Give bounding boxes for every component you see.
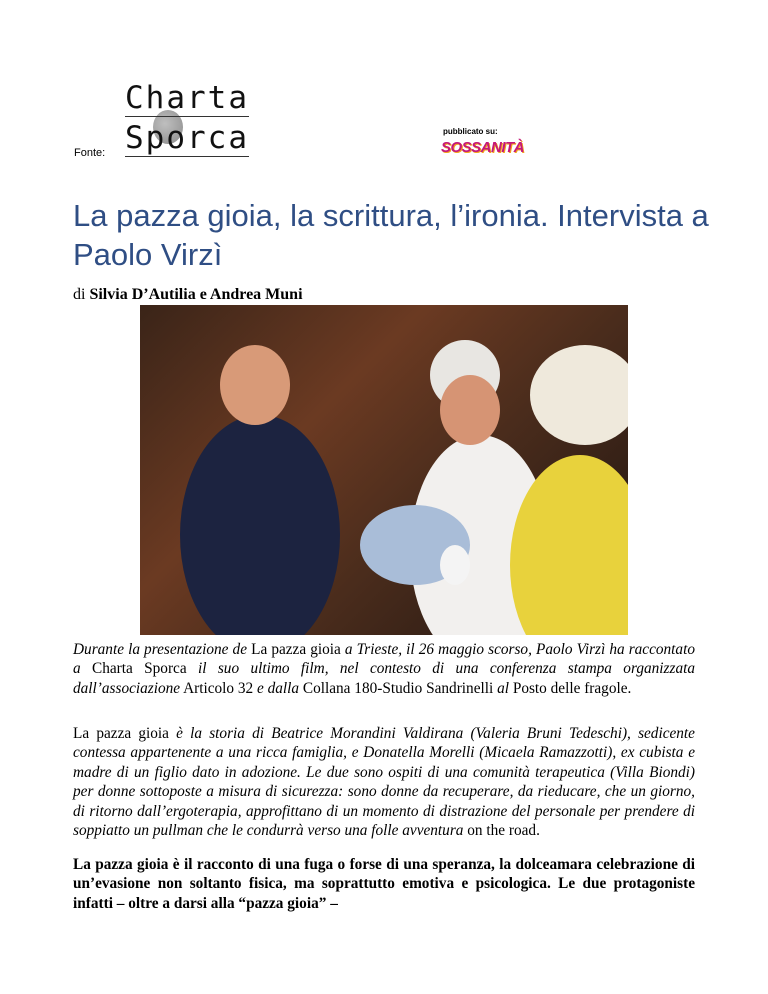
caption-part: a Trieste, il 26 maggio scorso, Paolo Virzì ha raccontato a xyxy=(73,641,695,678)
caption-part: Collana 180-Studio Sandrinelli xyxy=(302,679,494,697)
byline xyxy=(73,286,303,304)
caption-part: La pazza gioia xyxy=(251,641,341,658)
caption-part: il suo ultimo film, nel contesto di una conferenza stampa organizzata dall’associazione xyxy=(73,660,695,697)
paragraph-bold: La pazza gioia è il racconto di una fuga o forse di una speranza, la dolceamara celebrazione di un’evasione non soltanto fisica, ma soprattutto emotiva e psicologica. Le due protagoniste infatti – oltre a darsi alla “pazza gioia” – xyxy=(73,856,695,912)
photo-figure-curly-hair xyxy=(530,345,628,445)
logo-word-charta: Charta xyxy=(125,80,249,116)
caption-part: Charta Sporca xyxy=(92,660,187,678)
photo-cup xyxy=(440,545,470,585)
caption-part: Posto delle fragole. xyxy=(512,679,632,697)
charta-sporca-logo xyxy=(117,80,287,160)
photo-figure-man-body xyxy=(180,415,340,635)
photo-figure-woman-face xyxy=(440,375,500,445)
paragraph-part: è la storia di Beatrice Morandini Valdirana (Valeria Bruni Tedeschi), sedicente contessa appartenente a una ricca famiglia, e Donatella Morelli (Micaela Ramazzotti), ex cubista e madre di un figlio dato in adozione. Le due sono ospiti di una comunità terapeutica (Villa Biondi) per donne sottoposte a misura di sicurezza: sono donne da recuperare, da rieducare, che un giorno, di ritorno dall’ergoterapia, approfittano di un momento di distrazione del personale per prendere di soppiatto un pullman che le condurrà verso una folle avventura xyxy=(73,725,695,840)
article-title: La pazza gioia, la scrittura, l’ironia. Intervista a Paolo Virzì xyxy=(73,198,709,272)
paragraph-part: on the road. xyxy=(467,822,540,840)
paragraph-part: La pazza gioia xyxy=(73,725,169,742)
logo-word-sporca: Sporca xyxy=(125,120,249,156)
paragraph-intro xyxy=(73,724,695,840)
sossanita-logo: SOSSANITÀ xyxy=(441,139,525,156)
caption-part: al xyxy=(497,679,509,697)
caption-part: Articolo 32 xyxy=(183,679,254,697)
published-on-label: pubblicato su: xyxy=(443,127,498,136)
caption-part: e dalla xyxy=(257,679,300,697)
byline-authors: Silvia D’Autilia e Andrea Muni xyxy=(89,286,303,303)
byline-prefix: di xyxy=(73,286,86,303)
photo-caption xyxy=(73,640,695,698)
photo-figure-man-head xyxy=(220,345,290,425)
article-photo xyxy=(140,305,628,635)
caption-part: Durante la presentazione de xyxy=(73,641,247,658)
source-label: Fonte: xyxy=(74,147,106,159)
